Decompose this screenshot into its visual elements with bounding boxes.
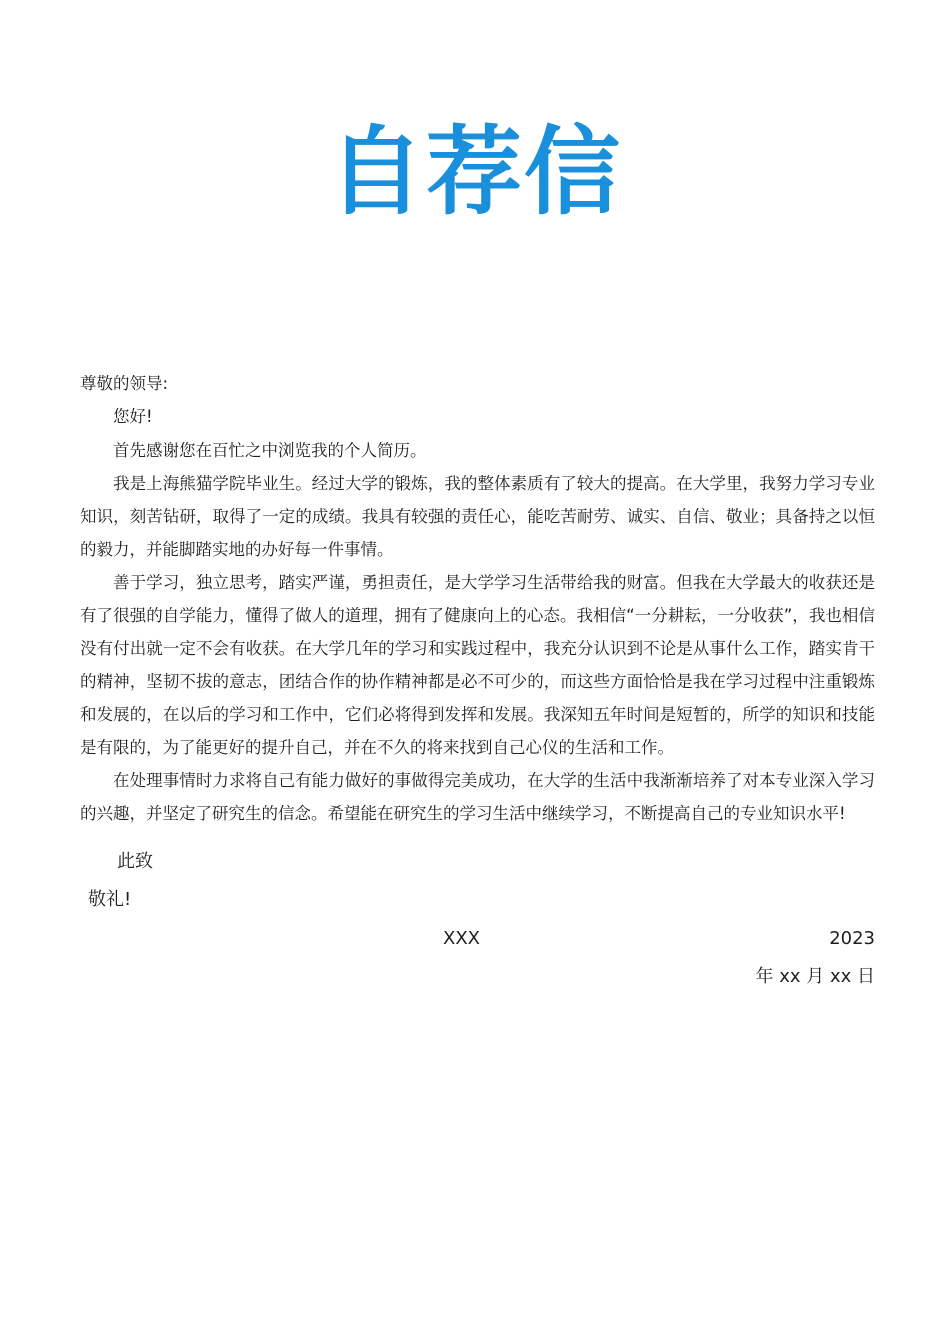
salutation: 尊敬的领导: [80,374,169,393]
paragraph-goals: 在处理事情时力求将自己有能力做好的事做得完美成功，在大学的生活中我渐渐培养了对本专业深入学习的兴趣，并坚定了研究生的信念。希望能在研究生的学习生活中继续学习，不断提高自己的专业知识水平! [80,771,875,823]
signature-name: XXX [443,928,480,949]
closing-line-2: 敬礼! [88,889,132,910]
paragraph-strengths: 善于学习，独立思考，踏实严谨，勇担责任，是大学学习生活带给我的财富。但我在大学最大的收获还是有了很强的自学能力，懂得了做人的道理，拥有了健康向上的心态。我相信“一分耕耘，一分收获”，我也相信没有付出就一定不会有收获。在大学几年的学习和实践过程中，我充分认识到不论是从事什么工作，踏实肯干的精神，坚韧不拔的意志，团结合作的协作精神都是必不可少的，而这些方面恰恰是我在学习过程中注重锻炼和发展的，在以后的学习和工作中，它们必将得到发挥和发展。我深知五年时间是短暂的，所学的知识和技能是有限的，为了能更好的提升自己，并在不久的将来找到自己心仪的生活和工作。 [80,573,875,757]
signature-date: 年 xx 月 xx 日 [755,966,875,987]
greeting: 您好! [113,407,153,426]
signature-year: 2023 [829,928,875,949]
paragraph-background: 我是上海熊猫学院毕业生。经过大学的锻炼，我的整体素质有了较大的提高。在大学里，我努力学习专业知识，刻苦钻研，取得了一定的成绩。我具有较强的责任心，能吃苦耐劳、诚实、自信、敬业；具备持之以恒的毅力，并能脚踏实地的办好每一件事情。 [80,474,875,559]
closing-line-1: 此致 [117,851,153,872]
paragraph-thanks: 首先感谢您在百忙之中浏览我的个人简历。 [113,441,427,460]
page-title: 自荐信 [328,116,622,228]
